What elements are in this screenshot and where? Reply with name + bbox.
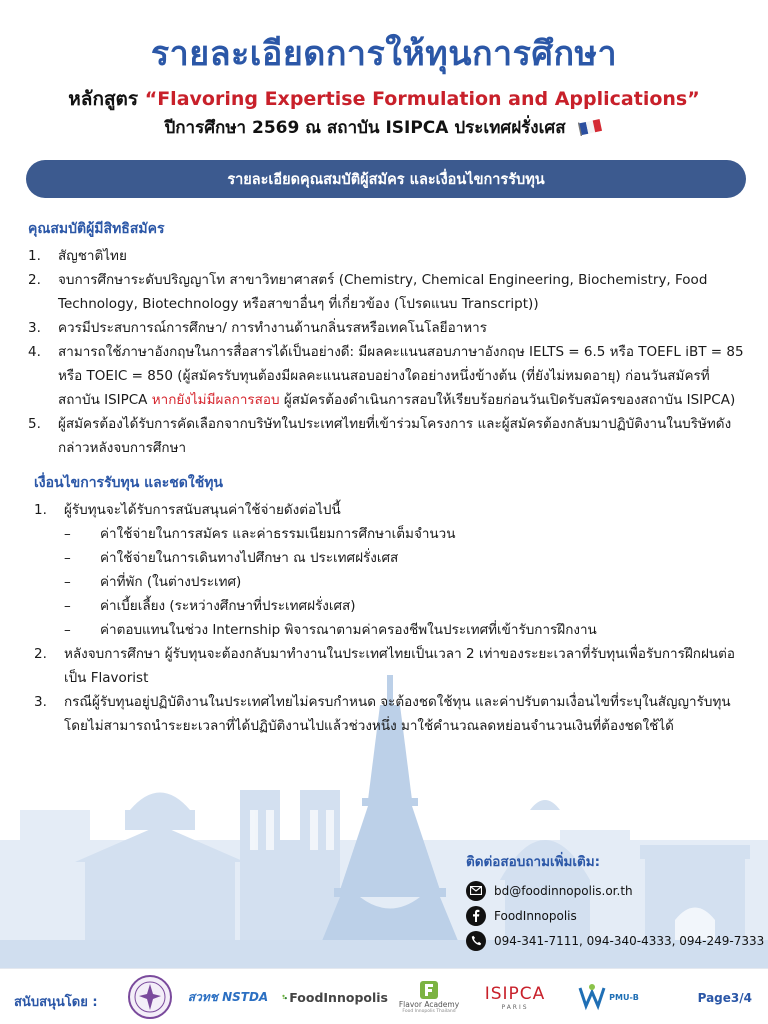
contact-box xyxy=(466,850,764,953)
list-item: 2. จบการศึกษาระดับปริญญาโท สาขาวิทยาศาสตร์ (Chemistry, Chemical Engineering, Biochemistry, Food Technology, Biotechnology หรือสาขาอื่นๆ ที่เกี่ยวข้อง (โปรดแนบ Transcript)) xyxy=(28,272,708,312)
nstda-logo: สวทช NSTDA xyxy=(187,989,269,1004)
phone-icon xyxy=(466,931,486,951)
isipca-logo: ISIPCA PARIS xyxy=(484,983,546,1011)
page-number: Page3/4 xyxy=(697,991,752,1005)
list-item: 3. กรณีผู้รับทุนอยู่ปฏิบัติงานในประเทศไทยไม่ครบกำหนด จะต้องชดใช้ทุน และค่าปรับตามเงื่อนไขที่ระบุในสัญญารับทุน โดยไม่สามารถนำระยะเวลาที่ได้ปฏิบัติงานไปแล้วช่วงหนึ่ง มาใช้คำนวณลดหย่อนจำนวนเงินที่ต้องชดใช้ได้ xyxy=(34,694,731,734)
list-item: 3. ควรมีประสบการณ์การศึกษา/ การทำงานด้านกลิ่นรสหรือเทคโนโลยีอาหาร xyxy=(28,320,488,336)
list-item: – ค่าเบี้ยเลี้ยง (ระหว่างศึกษาที่ประเทศฝรั่งเศส) xyxy=(64,598,356,614)
contact-email-row[interactable] xyxy=(466,878,764,903)
year-text: ปีการศึกษา 2569 ณ สถาบัน ISIPCA ประเทศฝรั่งเศส xyxy=(164,118,566,138)
list-item: 1. สัญชาติไทย xyxy=(28,248,127,264)
section-banner xyxy=(26,160,746,198)
banner-text: รายละเอียดคุณสมบัติผู้สมัคร และเงื่อนไขการรับทุน xyxy=(227,171,545,188)
email-icon xyxy=(466,881,486,901)
list-item: 4. สามารถใช้ภาษาอังกฤษในการสื่อสารได้เป็นอย่างดี: มีผลคะแนนสอบภาษาอังกฤษ IELTS = 6.5 หรือ TOEFL iBT = 85 หรือ TOEIC = 850 (ผู้สมัครรับทุนต้องมีผลคะแนนสอบอย่างใดอย่างหนึ่งข้างต้น (ที่ยังไม่หมดอายุ) ก่อนวันสมัครที่สถาบัน ISIPCA หากยังไม่มีผลการสอบ ผู้สมัครต้องดำเนินการสอบให้เรียบร้อยก่อนวันเปิดรับสมัครของสถาบัน ISIPCA) xyxy=(28,344,744,408)
program-subtitle xyxy=(0,84,768,114)
ministry-seal-logo xyxy=(126,975,174,1019)
facebook-icon xyxy=(466,906,486,926)
footer xyxy=(0,968,768,1024)
qualifications-list xyxy=(28,244,744,460)
contact-phone[interactable]: 094-341-7111, 094-340-4333, 094-249-7333 xyxy=(494,933,765,948)
academic-year-line xyxy=(0,114,768,141)
program-prefix: หลักสูตร xyxy=(68,88,145,110)
list-item: – ค่าใช้จ่ายในการเดินทางไปศึกษา ณ ประเทศฝรั่งเศส xyxy=(64,550,399,566)
page-title: รายละเอียดการให้ทุนการศึกษา xyxy=(150,34,618,74)
pmub-logo: PMU-B xyxy=(572,975,644,1019)
list-item: 1. ผู้รับทุนจะได้รับการสนับสนุนค่าใช้จ่ายดังต่อไปนี้ – ค่าใช้จ่ายในการสมัคร และค่าธรรมเนียมการศึกษาเต็มจำนวน – ค่าใช้จ่ายในการเดินทางไปศึกษา ณ ประเทศฝรั่งเศส – ค่าที่พัก (ในต่างประเทศ) – ค่าเบี้ยเลี้ยง (ระหว่างศึกษาที่ประเทศฝรั่งเศส) – ค่าตอบแทนในช่วง Internship พิจารณาตามค่าครองชีพในประเทศที่เข้ารับการฝึกงาน xyxy=(28,498,744,642)
flavor-academy-logo: Flavor Academy Food Innopolis Thailand xyxy=(396,975,462,1019)
contact-facebook-row[interactable] xyxy=(466,903,764,928)
contact-phone-row[interactable] xyxy=(466,928,764,953)
list-item: – ค่าที่พัก (ในต่างประเทศ) xyxy=(64,574,242,590)
highlight-text: หากยังไม่มีผลการสอบ xyxy=(151,392,280,408)
list-item: 2. หลังจบการศึกษา ผู้รับทุนจะต้องกลับมาทำงานในประเทศไทยเป็นเวลา 2 เท่าของระยะเวลาที่รับทุนเพื่อรับการฝึกฝนต่อเป็น Flavorist xyxy=(34,646,735,686)
support-expenses-list xyxy=(64,522,744,642)
list-item: 5. ผู้สมัครต้องได้รับการคัดเลือกจากบริษัทในประเทศไทยที่เข้าร่วมโครงการ และผู้สมัครต้องกลับมาปฏิบัติงานในบริษัทดังกล่าวหลังจบการศึกษา xyxy=(28,416,732,456)
list-item: – ค่าใช้จ่ายในการสมัคร และค่าธรรมเนียมการศึกษาเต็มจำนวน xyxy=(64,526,456,542)
conditions-heading: เงื่อนไขการรับทุน และชดใช้ทุน xyxy=(34,475,223,491)
france-flag-icon xyxy=(578,118,604,136)
main-content xyxy=(28,218,744,738)
support-label: สนับสนุนโดย : xyxy=(14,995,98,1010)
contact-title: ติดต่อสอบถามเพิ่มเติม: xyxy=(466,854,601,870)
foodinnopolis-logo: FoodInnopolis xyxy=(282,975,388,1019)
qualifications-heading: คุณสมบัติผู้มีสิทธิสมัคร xyxy=(28,221,165,237)
contact-facebook[interactable]: FoodInnopolis xyxy=(494,908,577,923)
list-item: – ค่าตอบแทนในช่วง Internship พิจารณาตามค่าครองชีพในประเทศที่เข้ารับการฝึกงาน xyxy=(64,622,597,638)
conditions-list xyxy=(28,498,744,738)
contact-email[interactable]: bd@foodinnopolis.or.th xyxy=(494,883,633,898)
program-name: “Flavoring Expertise Formulation and Applications” xyxy=(144,88,700,110)
